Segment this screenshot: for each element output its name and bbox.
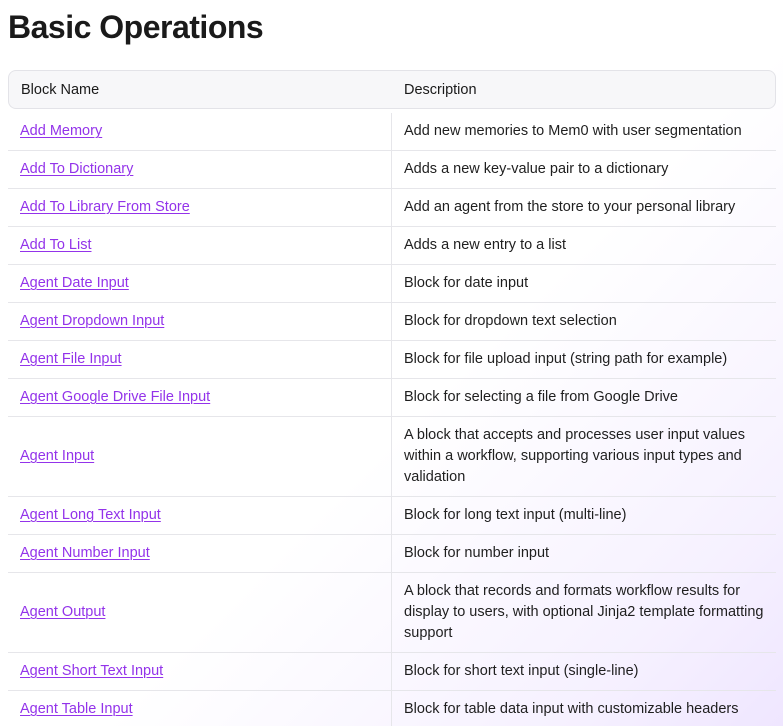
block-description: Add new memories to Mem0 with user segmentation [392,113,776,151]
block-description: A block that accepts and processes user input values within a workflow, supporting various input types and validation [392,417,776,497]
block-link-agent-google-drive-file-input[interactable]: Agent Google Drive File Input [20,389,211,405]
block-name-cell [8,497,392,535]
table-row [8,417,776,497]
table-header-row [8,70,776,109]
block-link-add-memory[interactable]: Add Memory [20,123,103,139]
block-name-cell [8,113,392,151]
table-header [8,70,776,109]
table-row [8,227,776,265]
block-link-add-to-list[interactable]: Add To List [20,237,92,253]
page-title: Basic Operations [8,9,264,45]
block-name-cell [8,151,392,189]
table-row [8,497,776,535]
block-link-agent-dropdown-input[interactable]: Agent Dropdown Input [20,313,165,329]
block-description: Block for file upload input (string path for example) [392,341,776,379]
table-row [8,341,776,379]
block-description: Block for dropdown text selection [392,303,776,341]
block-link-agent-table-input[interactable]: Agent Table Input [20,701,133,717]
block-name-cell [8,379,392,417]
table-body [8,109,776,726]
block-description: Block for long text input (multi-line) [392,497,776,535]
block-description: Adds a new key-value pair to a dictionary [392,151,776,189]
block-description: A block that records and formats workflow results for display to users, with optional Jinja2 template formatting support [392,573,776,653]
block-name-cell [8,653,392,691]
block-name-cell [8,573,392,653]
block-description: Block for short text input (single-line) [392,653,776,691]
block-description: Block for number input [392,535,776,573]
block-name-cell [8,227,392,265]
table-row [8,303,776,341]
block-description: Block for selecting a file from Google Drive [392,379,776,417]
blocks-table-container [8,70,776,726]
block-name-cell [8,303,392,341]
table-row [8,691,776,726]
table-row [8,113,776,151]
block-name-cell [8,691,392,726]
table-row [8,379,776,417]
block-name-cell [8,265,392,303]
block-description: Block for date input [392,265,776,303]
block-link-add-to-dictionary[interactable]: Add To Dictionary [20,161,134,177]
block-link-agent-short-text-input[interactable]: Agent Short Text Input [20,663,164,679]
block-link-agent-output[interactable]: Agent Output [20,604,106,620]
blocks-table [8,70,776,726]
block-description: Adds a new entry to a list [392,227,776,265]
column-header-description: Description [392,70,776,109]
table-row [8,265,776,303]
block-description: Add an agent from the store to your personal library [392,189,776,227]
block-link-agent-date-input[interactable]: Agent Date Input [20,275,129,291]
table-row [8,573,776,653]
block-name-cell [8,417,392,497]
table-row [8,535,776,573]
block-link-agent-long-text-input[interactable]: Agent Long Text Input [20,507,161,523]
block-name-cell [8,535,392,573]
block-description: Block for table data input with customizable headers [392,691,776,726]
block-name-cell [8,341,392,379]
table-row [8,189,776,227]
table-row [8,151,776,189]
block-link-add-to-library-from-store[interactable]: Add To Library From Store [20,199,190,215]
block-link-agent-input[interactable]: Agent Input [20,448,95,464]
table-row [8,653,776,691]
block-link-agent-number-input[interactable]: Agent Number Input [20,545,150,561]
block-name-cell [8,189,392,227]
block-link-agent-file-input[interactable]: Agent File Input [20,351,122,367]
column-header-block-name: Block Name [8,70,392,109]
